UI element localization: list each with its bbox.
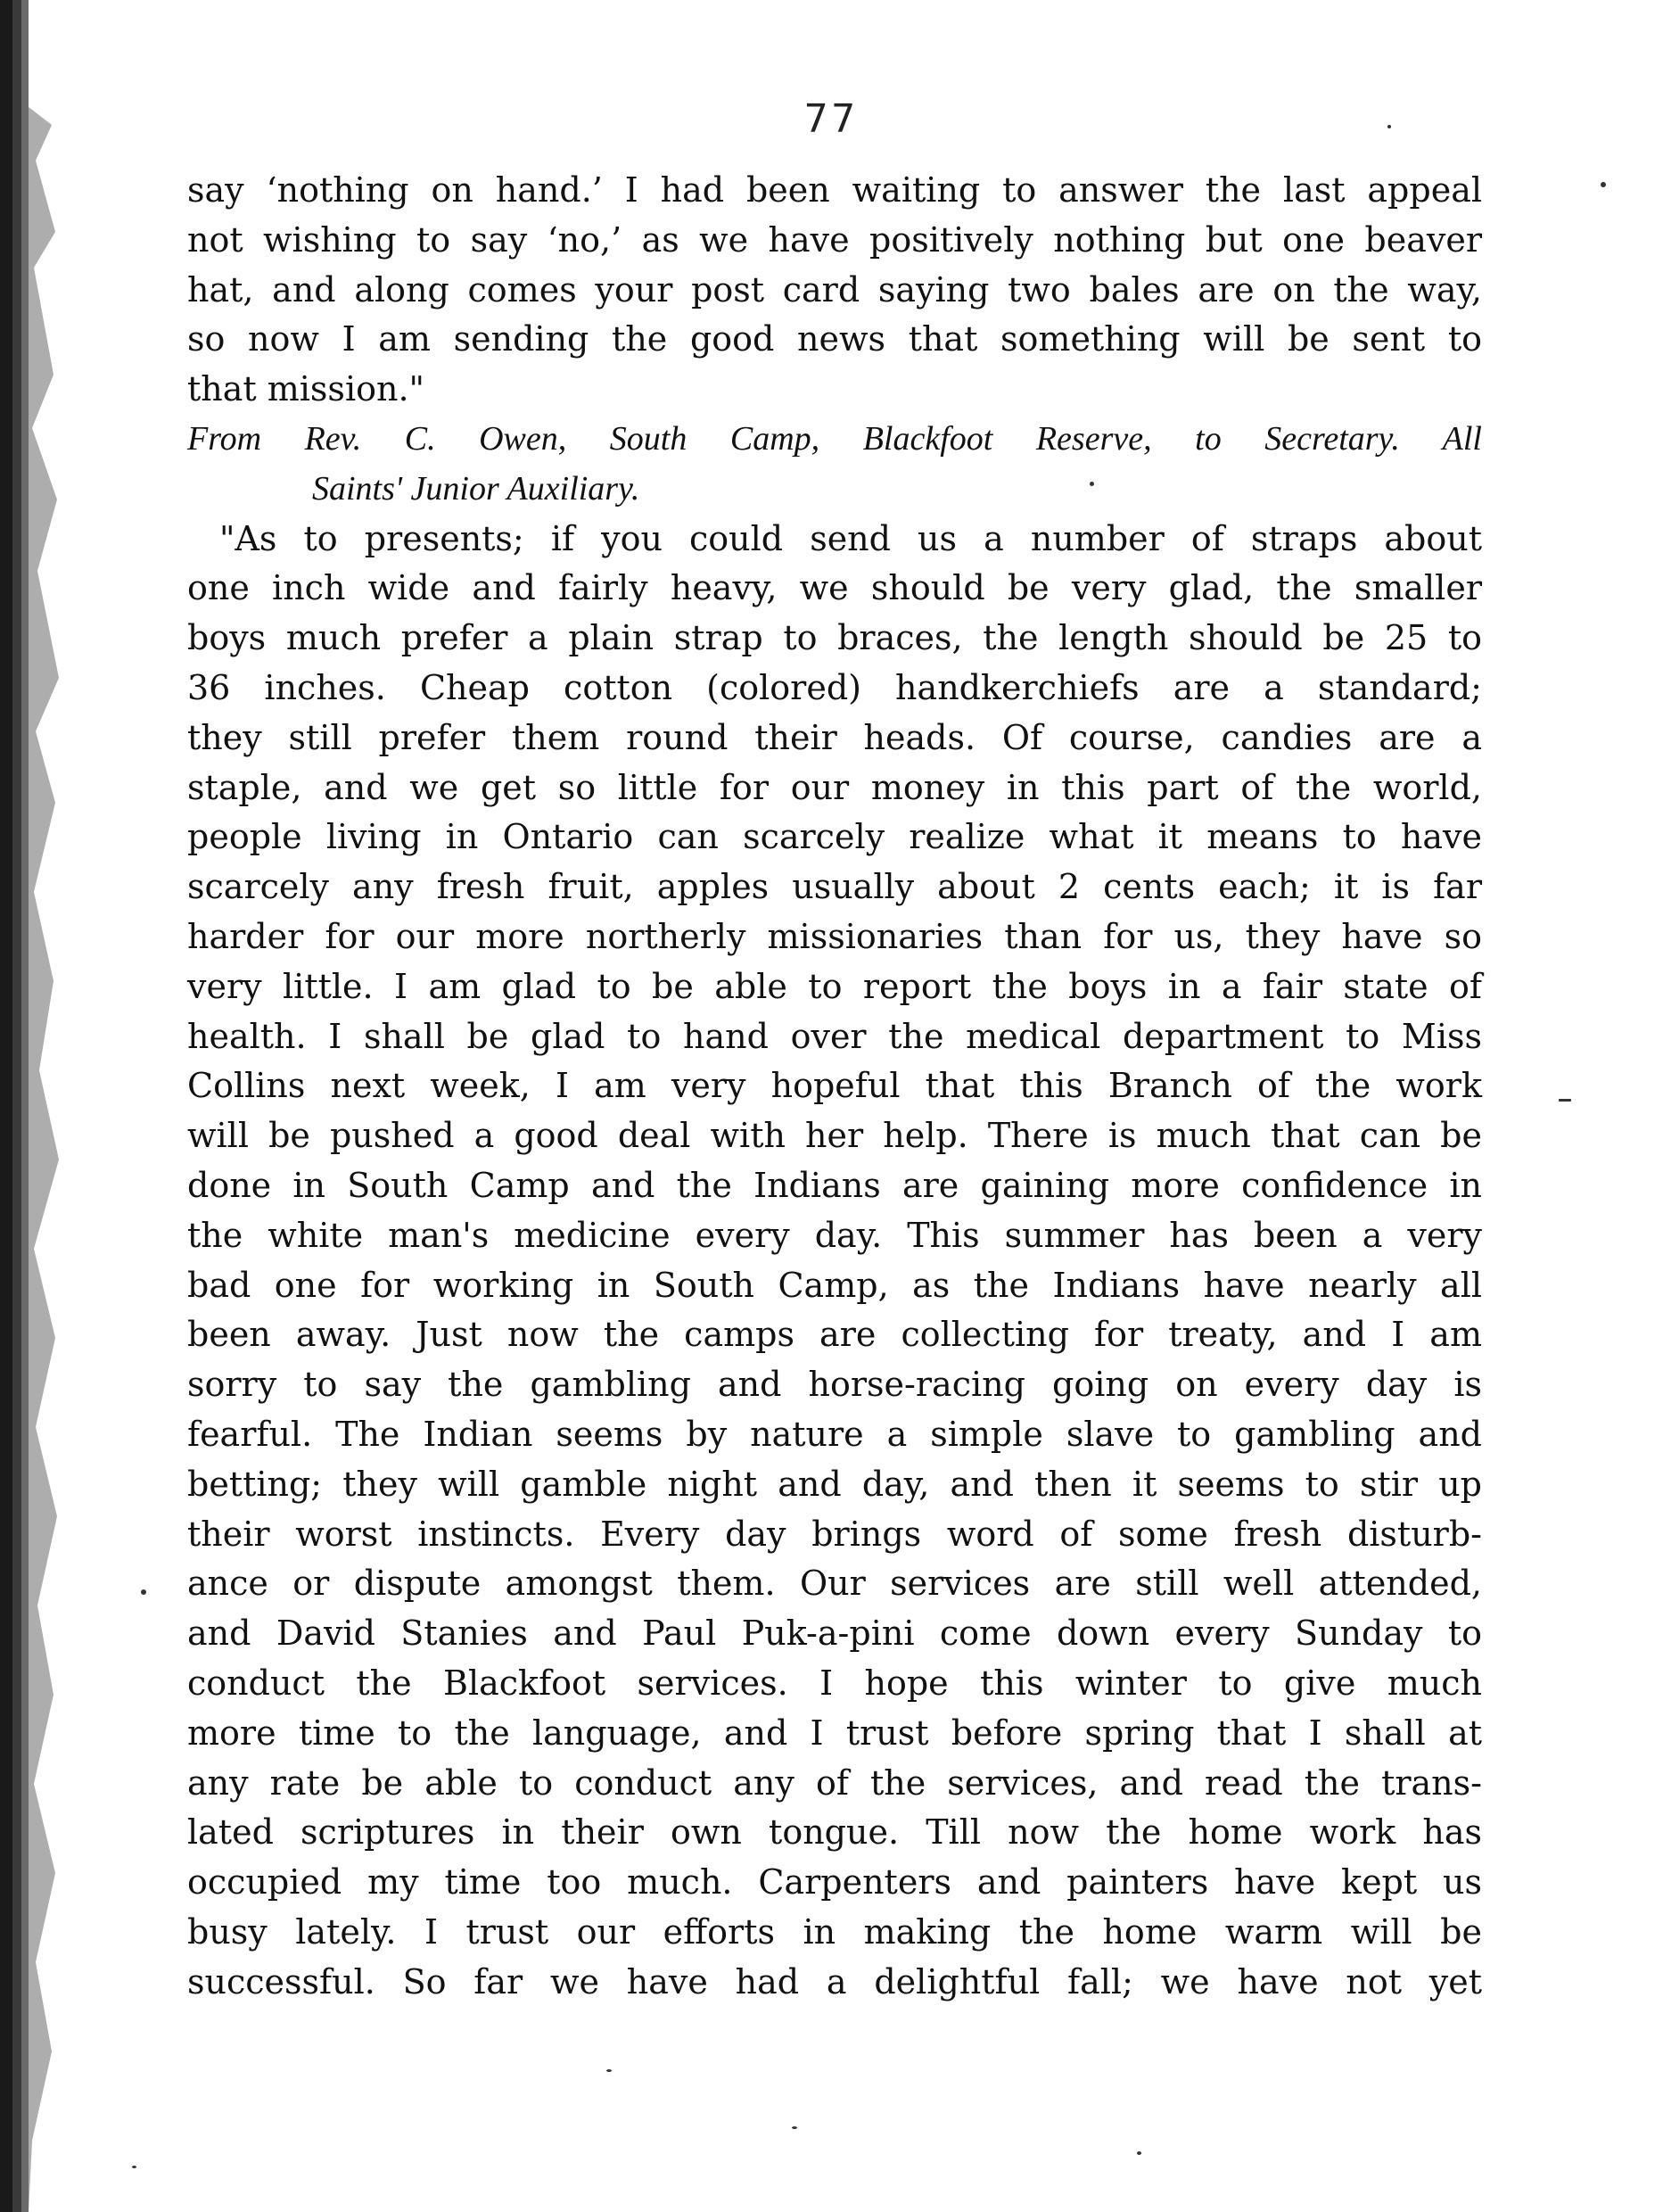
text-line: very little. I am glad to be able to report the boys in a fair state of — [187, 966, 1482, 1006]
scan-speck — [1601, 182, 1606, 187]
text-line: 36 inches. Cheap cotton (colored) handkerchiefs are a standard; — [187, 667, 1482, 707]
text-line: busy lately. I trust our efforts in making the home warm will be — [187, 1911, 1482, 1952]
letter-heading-continued: Saints' Junior Auxiliary. — [312, 469, 640, 508]
text-line: ance or dispute amongst them. Our services are still well attended, — [187, 1564, 1482, 1604]
text-line: their worst instincts. Every day brings word of some fresh disturb- — [187, 1514, 1482, 1554]
text-line: Collins next week, I am very hopeful that this Branch of the work — [187, 1066, 1482, 1106]
text-line: the white man's medicine every day. This summer has been a very — [187, 1215, 1482, 1255]
text-line: and David Stanies and Paul Puk-a-pini come down every Sunday to — [187, 1614, 1482, 1654]
scan-speck — [1387, 125, 1391, 128]
text-line: fearful. The Indian seems by nature a simple slave to gambling and — [187, 1414, 1482, 1454]
text-line: "As to presents; if you could send us a number of straps about — [219, 518, 1482, 558]
text-line: harder for our more northerly missionaries than for us, they have so — [187, 916, 1482, 956]
text-line: sorry to say the gambling and horse-racing going on every day is — [187, 1365, 1482, 1405]
text-line: lated scriptures in their own tongue. Till now the home work has — [187, 1812, 1482, 1853]
scan-speck — [141, 1589, 146, 1595]
scan-speck — [606, 2069, 612, 2072]
text-line: occupied my time too much. Carpenters and painters have kept us — [187, 1862, 1482, 1902]
scan-edge-artifact — [0, 0, 62, 2212]
text-line: more time to the language, and I trust before spring that I shall at — [187, 1713, 1482, 1753]
text-line: say ‘nothing on hand.’ I had been waiting to answer the last appeal — [187, 170, 1482, 210]
scan-speck — [1090, 482, 1094, 486]
text-line: hat, and along comes your post card saying two bales are on the way, — [187, 269, 1482, 310]
text-line: people living in Ontario can scarcely realize what it means to have — [187, 817, 1482, 857]
text-line: will be pushed a good deal with her help. There is much that can be — [187, 1116, 1482, 1156]
scan-speck — [792, 2126, 797, 2129]
text-line: health. I shall be glad to hand over the medical department to Miss — [187, 1016, 1482, 1056]
scan-speck — [1137, 2151, 1141, 2155]
scan-speck — [1559, 1099, 1571, 1102]
text-line: bad one for working in South Camp, as the Indians have nearly all — [187, 1265, 1482, 1305]
text-line: conduct the Blackfoot services. I hope this winter to give much — [187, 1663, 1482, 1703]
text-line: boys much prefer a plain strap to braces, the length should be 25 to — [187, 618, 1482, 658]
scan-speck — [132, 2166, 136, 2168]
text-line: staple, and we get so little for our money in this part of the world, — [187, 767, 1482, 807]
text-line: betting; they will gamble night and day, and then it seems to stir up — [187, 1464, 1482, 1504]
text-line: successful. So far we have had a delightful fall; we have not yet — [187, 1961, 1482, 2002]
text-line: not wishing to say ‘no,’ as we have positively nothing but one beaver — [187, 219, 1482, 260]
body-text — [187, 166, 1482, 2007]
text-line: any rate be able to conduct any of the services, and read the trans- — [187, 1762, 1482, 1803]
text-line: one inch wide and fairly heavy, we should be very glad, the smaller — [187, 568, 1482, 608]
text-line: that mission." — [187, 369, 424, 409]
text-line: been away. Just now the camps are collecting for treaty, and I am — [187, 1315, 1482, 1355]
text-line: they still prefer them round their heads. Of course, candies are a — [187, 717, 1482, 757]
text-line: scarcely any fresh fruit, apples usually about 2 cents each; it is far — [187, 867, 1482, 907]
text-line: done in South Camp and the Indians are gaining more confidence in — [187, 1165, 1482, 1205]
text-line: so now I am sending the good news that something will be sent to — [187, 319, 1482, 359]
page-number: 77 — [804, 96, 859, 142]
letter-heading: From Rev. C. Owen, South Camp, Blackfoot Reserve, to Secretary. All — [187, 419, 1482, 458]
